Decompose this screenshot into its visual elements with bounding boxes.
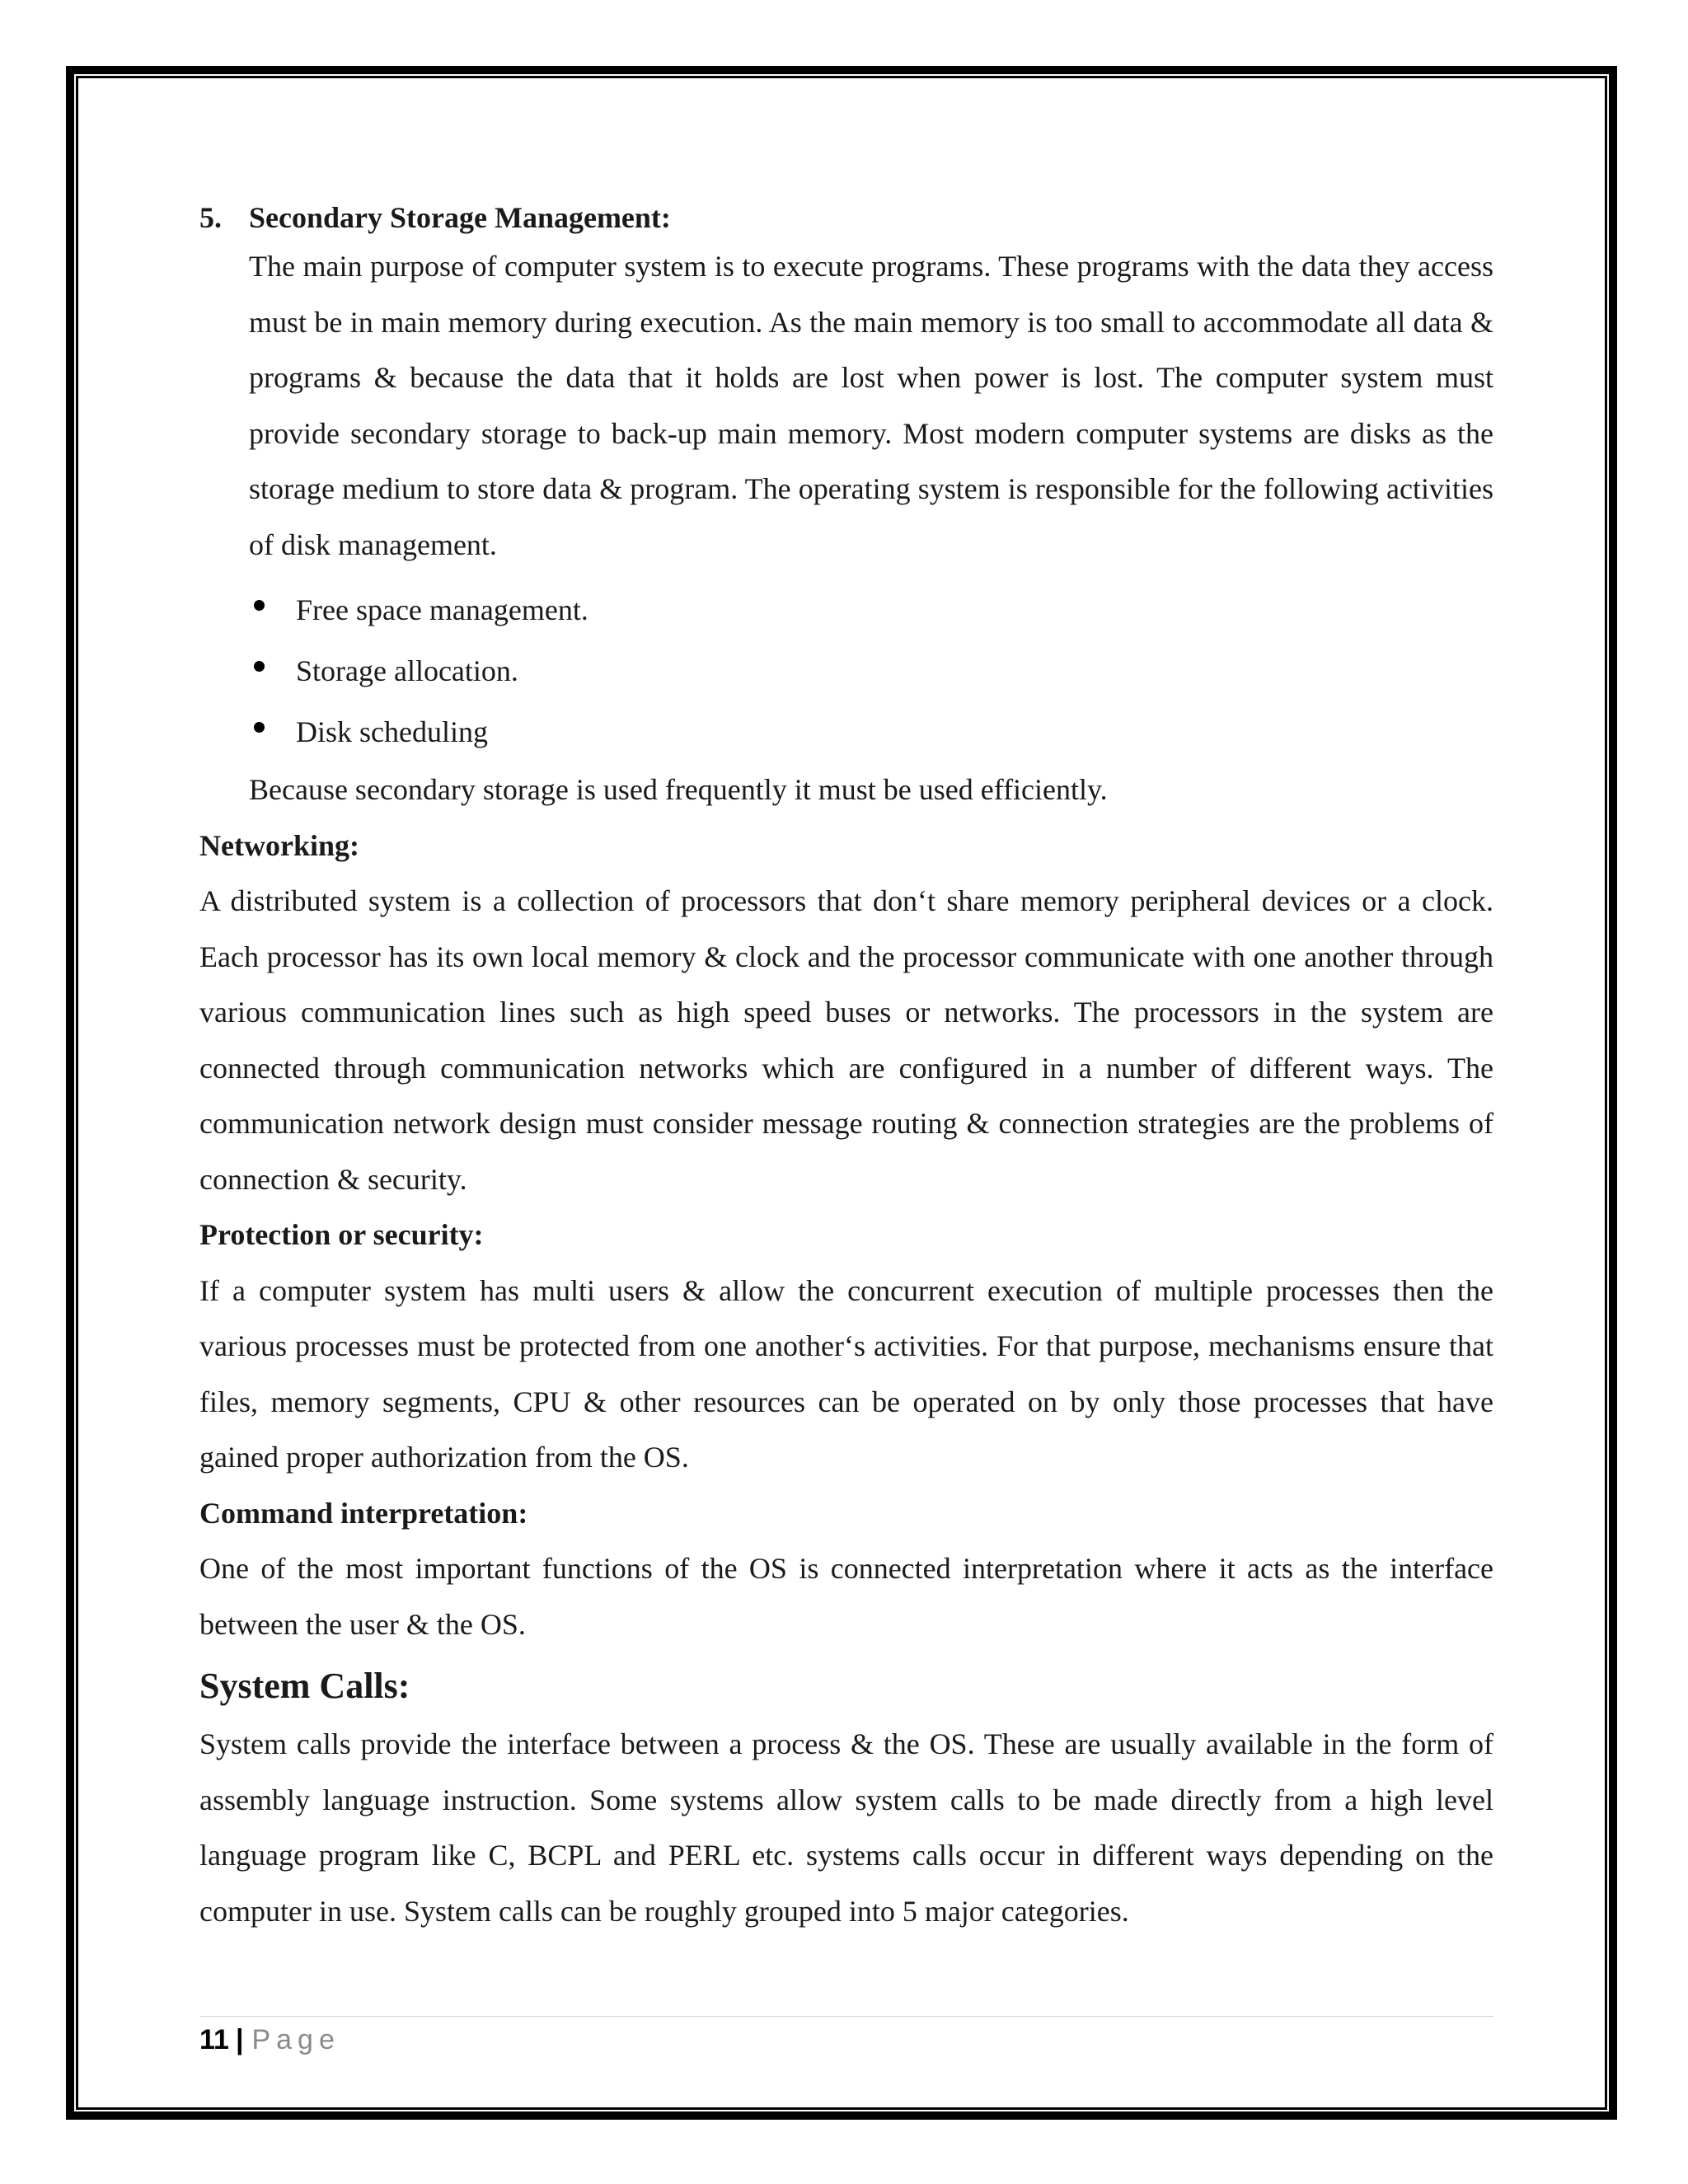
protection-heading: Protection or security: (199, 1218, 484, 1251)
section-5-paragraph: The main purpose of computer system is to execute programs. These programs with the data they access must be in main memory during execution. As the main memory is too small to accommodate all data & programs & because the data that it holds are lost when power is lost. The computer system must provide secondary storage to back-up main memory. Most modern computer systems are disks as the storage medium to store data & program. The operating system is responsible for the following activities of disk management. (249, 250, 1493, 561)
page-footer (199, 2021, 340, 2059)
section-5-heading (199, 196, 1493, 239)
section-title: Secondary Storage Management: (249, 201, 671, 234)
networking-paragraph: A distributed system is a collection of processors that don‘t share memory peripheral devices or a clock. Each processor has its own local memory & clock and the processor communicate with one another through various communication lines such as high speed buses or networks. The processors in the system are connected through communication networks which are configured in a number of different ways. The communication network design must consider message routing & connection strategies are the problems of connection & security. (199, 884, 1493, 1196)
page-label: Page (251, 2024, 340, 2055)
bullet-icon (254, 722, 265, 733)
system-calls-heading: System Calls: (199, 1666, 410, 1706)
section-5-closing: Because secondary storage is used frequently it must be used efficiently. (249, 773, 1108, 806)
list-item: Storage allocation. (249, 640, 1493, 701)
command-heading: Command interpretation: (199, 1496, 528, 1530)
footer-separator: | (235, 2024, 244, 2055)
page-content (199, 196, 1493, 1939)
bullet-icon (254, 661, 265, 672)
disk-management-list (199, 579, 1493, 762)
list-item: Free space management. (249, 579, 1493, 640)
list-item: Disk scheduling (249, 701, 1493, 762)
page-number: 11 (199, 2024, 229, 2055)
bullet-icon (254, 600, 265, 611)
section-number: 5. (199, 201, 222, 234)
system-calls-paragraph: System calls provide the interface between a process & the OS. These are usually available in the form of assembly language instruction. Some systems allow system calls to be made directly from a high level language program like C, BCPL and PERL etc. systems calls occur in different ways depending on the computer in use. System calls can be roughly grouped into 5 major categories. (199, 1727, 1493, 1928)
networking-heading: Networking: (199, 828, 359, 862)
protection-paragraph: If a computer system has multi users & allow the concurrent execution of multiple processes then the various processes must be protected from one another‘s activities. For that purpose, mechanisms ensure that files, memory segments, CPU & other resources can be operated on by only those processes that have gained proper authorization from the OS. (199, 1273, 1493, 1474)
footer-divider (199, 2016, 1493, 2017)
command-paragraph: One of the most important functions of the OS is connected interpretation where it acts as the interface between the user & the OS. (199, 1552, 1493, 1641)
